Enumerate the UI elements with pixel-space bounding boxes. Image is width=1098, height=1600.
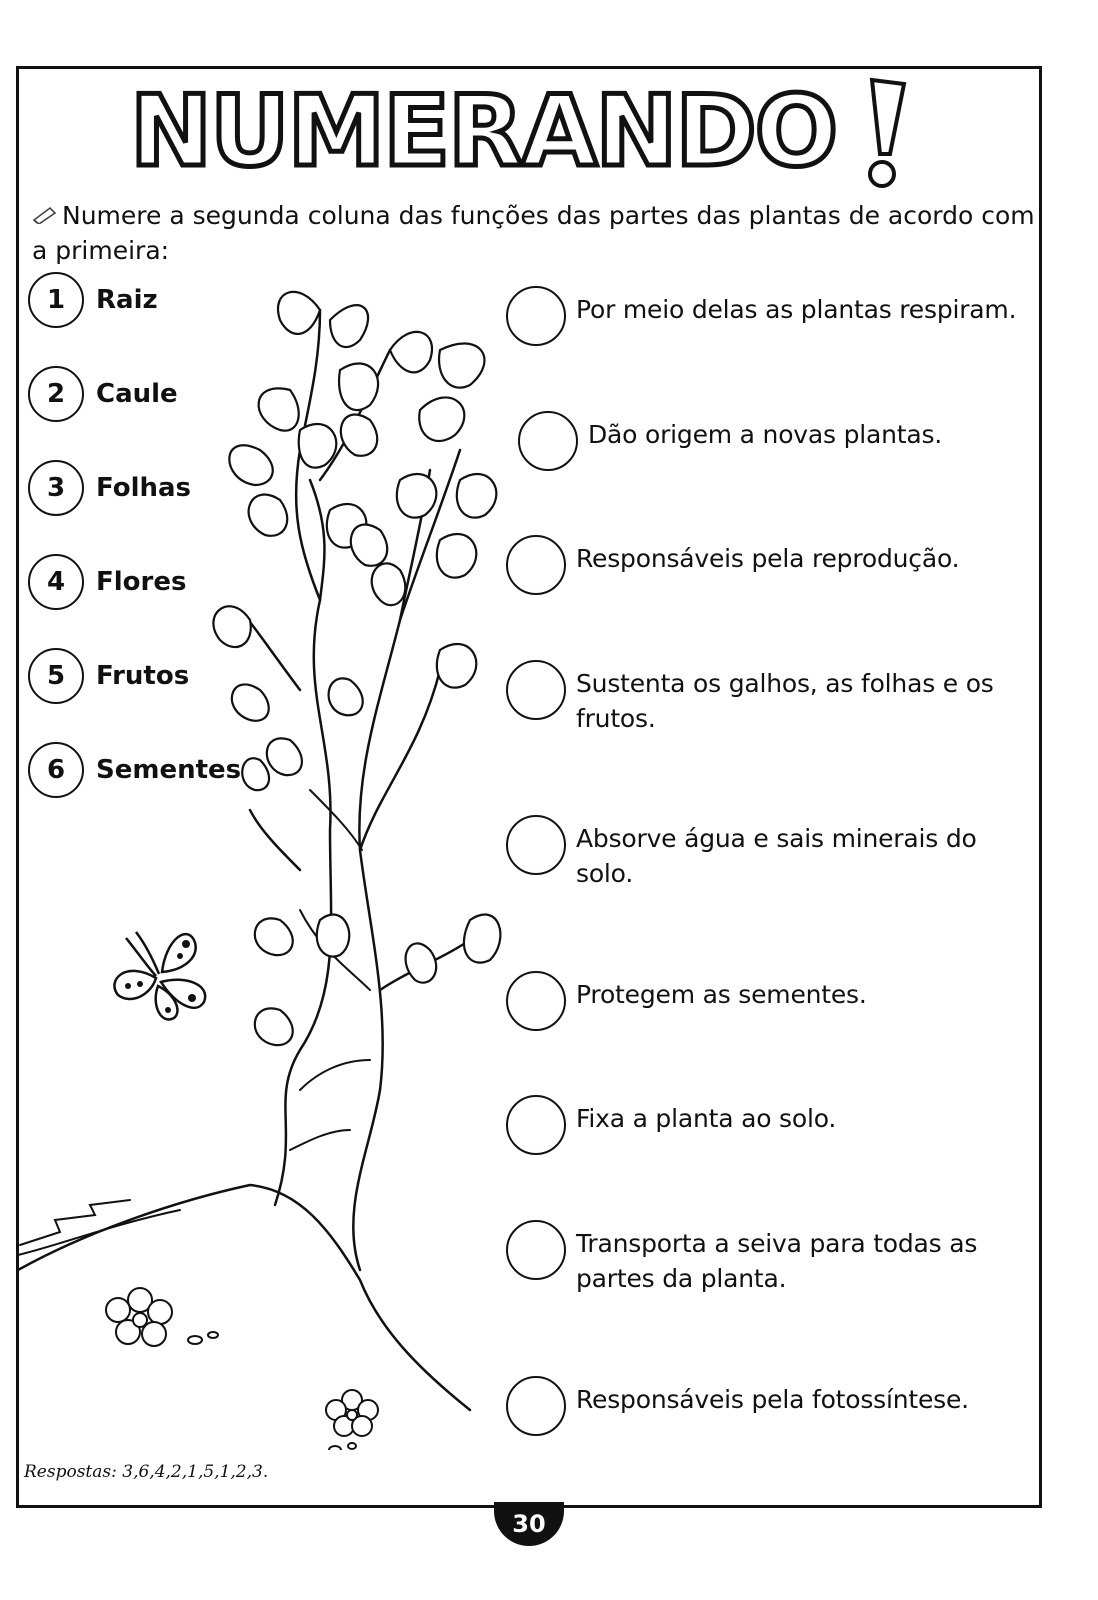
part-item-4 bbox=[28, 554, 186, 610]
part-number: 5 bbox=[28, 648, 84, 704]
part-number: 2 bbox=[28, 366, 84, 422]
instruction bbox=[32, 198, 1037, 268]
answer-circle[interactable] bbox=[506, 1220, 566, 1280]
function-text: Transporta a seiva para todas as partes da planta. bbox=[576, 1229, 978, 1293]
function-text: Sustenta os galhos, as folhas e os frutos. bbox=[576, 669, 994, 733]
part-item-2 bbox=[28, 366, 178, 422]
part-number: 6 bbox=[28, 742, 84, 798]
instruction-text: Numere a segunda coluna das funções das partes das plantas de acordo com a primeira: bbox=[32, 201, 1035, 265]
part-item-5 bbox=[28, 648, 189, 704]
function-text: Por meio delas as plantas respiram. bbox=[576, 295, 1017, 324]
function-item-4 bbox=[506, 666, 1036, 736]
part-label: Sementes bbox=[96, 755, 242, 785]
part-label: Flores bbox=[96, 567, 187, 597]
answer-circle[interactable] bbox=[506, 1095, 566, 1155]
function-item-3 bbox=[506, 541, 1036, 595]
answer-circle[interactable] bbox=[506, 815, 566, 875]
part-label: Raiz bbox=[96, 285, 158, 315]
function-item-5 bbox=[506, 821, 1036, 891]
answer-circle[interactable] bbox=[506, 1376, 566, 1436]
part-label: Folhas bbox=[96, 473, 192, 503]
part-label: Frutos bbox=[96, 661, 190, 691]
function-item-8 bbox=[506, 1226, 1036, 1296]
function-item-6 bbox=[506, 977, 1036, 1031]
page-title bbox=[130, 74, 930, 190]
pencil-icon bbox=[32, 198, 62, 233]
function-item-2 bbox=[518, 417, 1048, 471]
part-label: Caule bbox=[96, 379, 178, 409]
function-text: Responsáveis pela reprodução. bbox=[576, 544, 960, 573]
answer-circle[interactable] bbox=[506, 660, 566, 720]
part-number: 1 bbox=[28, 272, 84, 328]
function-text: Dão origem a novas plantas. bbox=[588, 420, 943, 449]
function-text: Protegem as sementes. bbox=[576, 980, 867, 1009]
page-number: 30 bbox=[494, 1502, 564, 1546]
function-text: Absorve água e sais minerais do solo. bbox=[576, 824, 977, 888]
function-item-9 bbox=[506, 1382, 1036, 1436]
part-item-1 bbox=[28, 272, 158, 328]
title-text: NUMERANDO bbox=[130, 75, 837, 189]
part-item-6 bbox=[28, 742, 241, 798]
function-text: Fixa a planta ao solo. bbox=[576, 1104, 837, 1133]
butterfly-illustration bbox=[106, 920, 216, 1030]
answer-circle[interactable] bbox=[518, 411, 578, 471]
answer-key: Respostas: 3,6,4,2,1,5,1,2,3. bbox=[24, 1462, 269, 1482]
part-number: 4 bbox=[28, 554, 84, 610]
part-number: 3 bbox=[28, 460, 84, 516]
part-item-3 bbox=[28, 460, 191, 516]
function-item-1 bbox=[506, 292, 1036, 346]
function-item-7 bbox=[506, 1101, 1036, 1155]
function-text: Responsáveis pela fotossíntese. bbox=[576, 1385, 969, 1414]
answer-circle[interactable] bbox=[506, 535, 566, 595]
exclamation-icon bbox=[842, 74, 922, 190]
tree-illustration bbox=[0, 270, 520, 1450]
answer-circle[interactable] bbox=[506, 971, 566, 1031]
answer-circle[interactable] bbox=[506, 286, 566, 346]
